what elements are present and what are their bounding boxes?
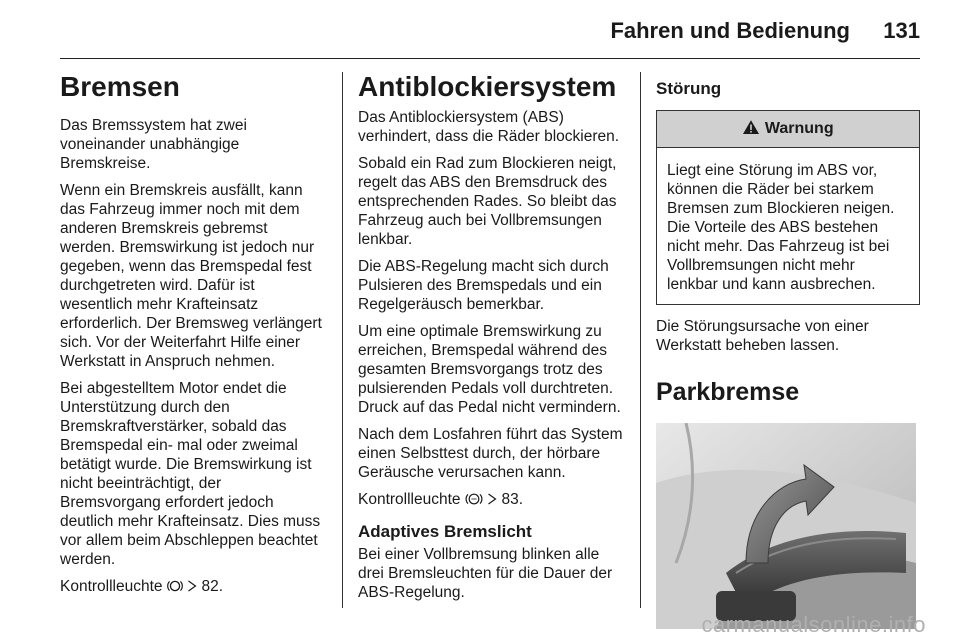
- paragraph: Das Bremssystem hat zwei voneinander unabhängige Bremskreise.: [60, 117, 247, 172]
- ref-label: Kontrollleuchte: [358, 491, 461, 508]
- ref-page: 82.: [201, 578, 224, 595]
- paragraph: Sobald ein Rad zum Blockieren neigt, regelt das ABS den Bremsdruck des entsprechenden Rades. So bleibt das Fahrzeug auch bei Vollbremsungen lenkbar.: [358, 155, 617, 248]
- subheading-adaptives-bremslicht: Adaptives Bremslicht: [358, 522, 532, 541]
- paragraph: Die ABS-Regelung macht sich durch Pulsieren des Bremspedals und ein Regelgeräusch bemerkbar.: [358, 258, 609, 313]
- page-number: 131: [883, 18, 920, 43]
- column-abs: [358, 70, 626, 610]
- paragraph: Bei einer Vollbremsung blinken alle drei Bremsleuchten für die Dauer der ABS-Regelung.: [358, 546, 613, 601]
- page-reference-icon: [487, 490, 497, 509]
- warning-header: [657, 111, 919, 148]
- paragraph: Das Antiblockiersystem (ABS) verhindert, dass die Räder blockieren.: [358, 109, 620, 145]
- paragraph: Die Störungsursache von einer Werkstatt beheben lassen.: [656, 318, 869, 354]
- paragraph: Um eine optimale Bremswirkung zu erreichen, Bremspedal während des gesamten Bremsvorgangs trotz des pulsierenden Pedals voll durchtreten. Druck auf das Pedal nicht vermindern.: [358, 323, 621, 416]
- warning-text: Liegt eine Störung im ABS vor, können die Räder bei starkem Bremsen zum Blockieren neigen. Die Vorteile des ABS bestehen nicht mehr. Das Fahrzeug ist bei Vollbremsungen nicht mehr lenkbar und kann ausbrechen.: [667, 162, 895, 293]
- page-reference-icon: [187, 577, 197, 596]
- heading-stoerung: Störung: [656, 79, 722, 98]
- heading-bremsen: Bremsen: [60, 71, 180, 102]
- cross-reference: [358, 490, 626, 509]
- warning-box: [656, 110, 920, 305]
- paragraph: Nach dem Losfahren führt das System einen Selbsttest durch, der hörbare Geräusche verursachen kann.: [358, 426, 623, 481]
- ref-page: 83.: [501, 491, 524, 508]
- column-divider-2: [640, 72, 641, 608]
- column-bremsen: [60, 70, 326, 604]
- column-stoerung: [656, 70, 920, 629]
- abs-warning-icon: [465, 490, 483, 509]
- heading-antiblockiersystem: Antiblockiersystem: [358, 71, 617, 102]
- paragraph: Bei abgestelltem Motor endet die Unterstützung durch den Bremskraftverstärker, sobald das Bremspedal ein- mal oder zweimal betätigt wurde. Die Bremswirkung ist nicht beeinträchtigt, der Bremsvorgang erfordert jedoch deutlich mehr Krafteinsatz. Dies muss vor allem beim Abschleppen beachtet werden.: [60, 380, 321, 568]
- warning-triangle-icon: [742, 111, 760, 147]
- paragraph: Wenn ein Bremskreis ausfällt, kann das Fahrzeug immer noch mit dem anderen Bremskreis gebremst werden. Bremswirkung ist jedoch nur gegeben, wenn das Bremspedal fest durchgetreten wird. Dafür ist wesentlich mehr Krafteinsatz erforderlich. Der Bremsweg verlängert sich. Vor der Weiterfahrt Hilfe einer Werkstatt in Anspruch nehmen.: [60, 182, 322, 370]
- warning-title: Warnung: [764, 120, 834, 137]
- page-header: [0, 0, 960, 60]
- ref-label: Kontrollleuchte: [60, 578, 163, 595]
- column-divider-1: [342, 72, 343, 608]
- cross-reference: [60, 577, 326, 596]
- brake-warning-icon: [167, 577, 183, 596]
- header-rule: [60, 58, 920, 59]
- parking-brake-photo: [656, 423, 916, 629]
- header-title: Fahren und Bedienung: [610, 18, 850, 43]
- watermark: carmanualsonline.info: [701, 612, 926, 637]
- heading-parkbremse: Parkbremse: [656, 378, 800, 406]
